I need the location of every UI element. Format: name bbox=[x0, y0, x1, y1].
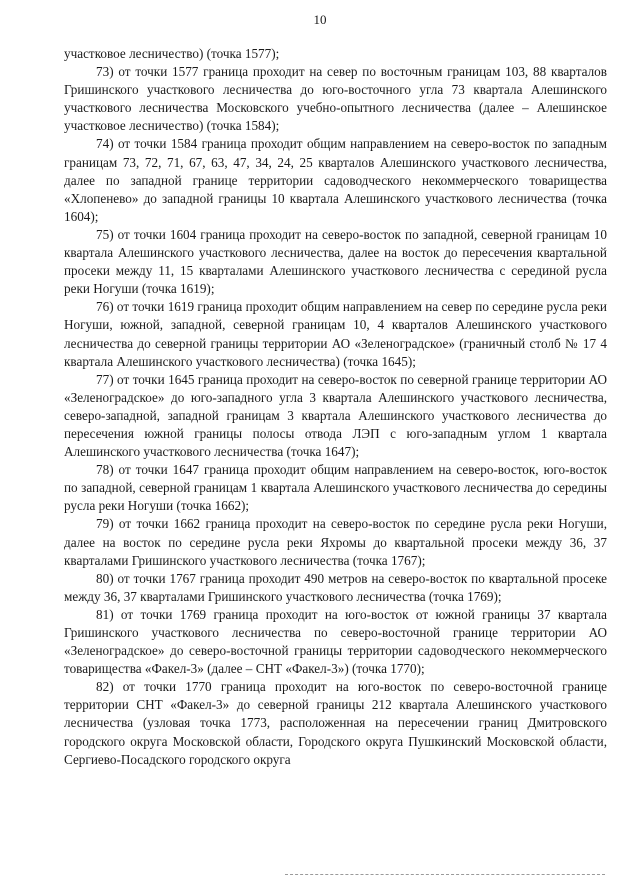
paragraph-item-82: 82) от точки 1770 граница проходит на юго-восток по северо-восточной границе территории СНТ «Факел-3» до северной границы 212 квартала Алешинского участкового лесничества (узловая точка 1773, расположенная на пересечении границ Дмитровского городского округа Московской области, Городского округа Пушкинский Московской области, Сергиево-Посадского городского округа bbox=[64, 679, 607, 767]
paragraph-item-73: 73) от точки 1577 граница проходит на север по восточным границам 103, 88 кварталов Гришинского участкового лесничества до юго-восточного угла 73 квартала Алешинского участкового лесничества Московского учебно-опытного лесничества (далее – Алешинское участковое лесничество) (точка 1584); bbox=[64, 64, 607, 134]
document-body bbox=[64, 45, 607, 769]
paragraph-item-79: 79) от точки 1662 граница проходит на северо-восток по середине русла реки Ногуши, далее на восток по середине русла реки Яхромы до квартальной просеки между 36, 37 кварталами Гришинского участкового лесничества (точка 1767); bbox=[64, 516, 607, 568]
paragraph-item-76: 76) от точки 1619 граница проходит общим направлением на север по середине русла реки Ногуши, южной, западной, северной границам 10, 4 кварталов Алешинского участкового лесничества до северной границы территории АО «Зеленоградское» (граничный столб № 17 4 квартала Алешинского участкового лесничества) (точка 1645); bbox=[64, 299, 607, 369]
paragraph-item-78: 78) от точки 1647 граница проходит общим направлением на северо-восток, юго-восток по западной, северной границам 1 квартала Алешинского участкового лесничества до середины русла реки Ногуши (точка 1662); bbox=[64, 462, 607, 514]
paragraph-item-74: 74) от точки 1584 граница проходит общим направлением на северо-восток по западным границам 73, 72, 71, 67, 63, 47, 34, 24, 25 кварталов Алешинского участкового лесничества, далее по западной границе территории садоводческого некоммерческого товарищества «Хлопенево» до западной границы 10 квартала Алешинского участкового лесничества (точка 1604); bbox=[64, 136, 607, 224]
paragraph-item-75: 75) от точки 1604 граница проходит на северо-восток по западной, северной границам 10 квартала Алешинского участкового лесничества, далее на восток до пересечения квартальной просеки между 11, 15 кварталами Алешинского участкового лесничества с серединой русла реки Ногуши (точка 1619); bbox=[64, 226, 607, 297]
paragraph-item-81: 81) от точки 1769 граница проходит на юго-восток от южной границы 37 квартала Гришинского участкового лесничества по северо-восточной границе территории АО «Зеленоградское» до северо-восточной границы территории садоводческого некоммерческого товарищества «Факел-3» (далее – СНТ «Факел-3») (точка 1770); bbox=[64, 606, 607, 677]
footer-divider bbox=[285, 874, 605, 876]
page-number: 10 bbox=[313, 12, 327, 27]
paragraph-item-80: 80) от точки 1767 граница проходит 490 метров на северо-восток по квартальной просеке между 36, 37 кварталами Гришинского участкового лесничества (точка 1769); bbox=[64, 570, 607, 604]
paragraph-item-77: 77) от точки 1645 граница проходит на северо-восток по северной границе территории АО «Зеленоградское» до юго-западного угла 3 квартала Алешинского участкового лесничества, северо-западной, западной границам 3 квартала Алешинского участкового лесничества до пересечения южной границы полосы отвода ЛЭП с юго-западным углом 1 квартала Алешинского участкового лесничества (точка 1647); bbox=[64, 371, 607, 460]
paragraph-continuation: участковое лесничество) (точка 1577); bbox=[64, 46, 280, 61]
